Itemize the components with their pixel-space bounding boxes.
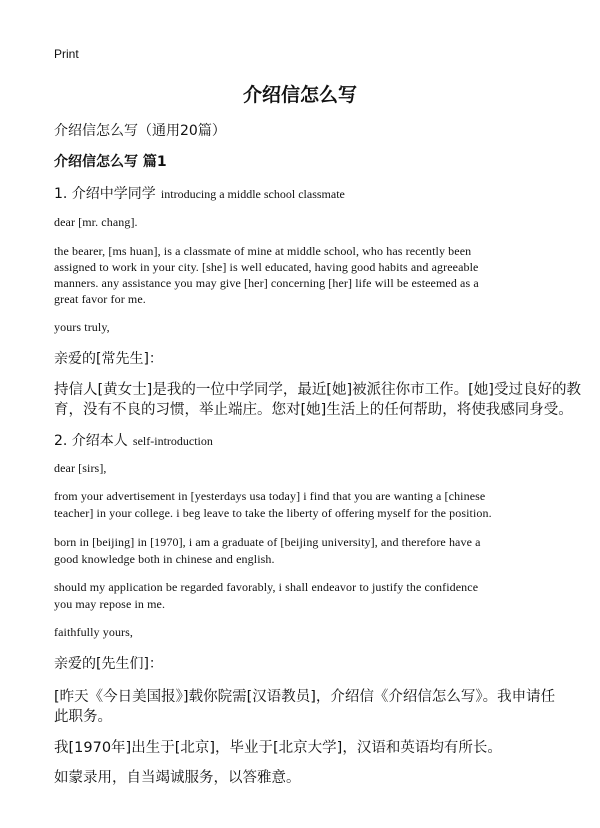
section1-title-en: introducing a middle school classmate xyxy=(160,187,345,201)
section1-body-line: manners. any assistance you may give [her] concerning [her] life will be esteemed as a xyxy=(54,276,479,290)
section2-closing-en: faithfully yours, xyxy=(54,625,134,639)
section1-title xyxy=(54,183,345,203)
page-subtitle: 介绍信怎么写（通用20篇） xyxy=(54,123,226,139)
section1-body-line: the bearer, [ms huan], is a classmate of mine at middle school, who has recently been xyxy=(54,244,472,258)
section2-title-zh: 2. 介绍本人 xyxy=(54,433,128,449)
section2-title xyxy=(54,430,213,450)
section2-zh-para1-line: 此职务。 xyxy=(54,709,112,725)
section1-closing-en: yours truly, xyxy=(54,320,110,334)
section2-para3-line: you may repose in me. xyxy=(54,597,166,611)
section2-zh-para1-line: [昨天《今日美国报》]载你院需[汉语教员]，介绍信《介绍信怎么写》。我申请任 xyxy=(54,689,556,705)
section1-body-zh-line: 育，没有不良的习惯，举止端庄。您对[她]生活上的任何帮助，将使我感同身受。 xyxy=(54,402,573,418)
print-link[interactable]: Print xyxy=(54,47,79,61)
section2-para1-line: from your advertisement in [yesterdays usa today] i find that you are wanting a [chinese xyxy=(54,489,486,503)
section1-body-line: assigned to work in your city. [she] is well educated, having good habits and agreeable xyxy=(54,260,479,274)
section1-greeting-zh: 亲爱的[常先生]： xyxy=(54,351,163,367)
section2-zh-para3: 如蒙录用，自当竭诚服务，以答雅意。 xyxy=(54,770,301,786)
section1-body-line: great favor for me. xyxy=(54,292,146,306)
section2-para1-line: teacher] in your college. i beg leave to take the liberty of offering myself for the position. xyxy=(54,506,492,520)
section2-para3-line: should my application be regarded favorably, i shall endeavor to justify the confidence xyxy=(54,580,479,594)
section2-title-en: self-introduction xyxy=(132,434,213,448)
section1-title-zh: 1. 介绍中学同学 xyxy=(54,186,156,202)
article-heading: 介绍信怎么写 篇1 xyxy=(54,154,167,170)
section1-greeting-en: dear [mr. chang]. xyxy=(54,215,138,229)
section1-body-zh-line: 持信人[黄女士]是我的一位中学同学，最近[她]被派往你市工作。[她]受过良好的教 xyxy=(54,382,581,398)
section2-para2-line: good knowledge both in chinese and english. xyxy=(54,552,275,566)
section2-greeting-zh: 亲爱的[先生们]： xyxy=(54,656,163,672)
page-title: 介绍信怎么写 xyxy=(242,84,357,106)
section2-zh-para2: 我[1970年]出生于[北京]，毕业于[北京大学]，汉语和英语均有所长。 xyxy=(54,740,502,756)
section2-greeting-en: dear [sirs], xyxy=(54,461,107,475)
section2-para2-line: born in [beijing] in [1970], i am a graduate of [beijing university], and therefore have a xyxy=(54,535,481,549)
